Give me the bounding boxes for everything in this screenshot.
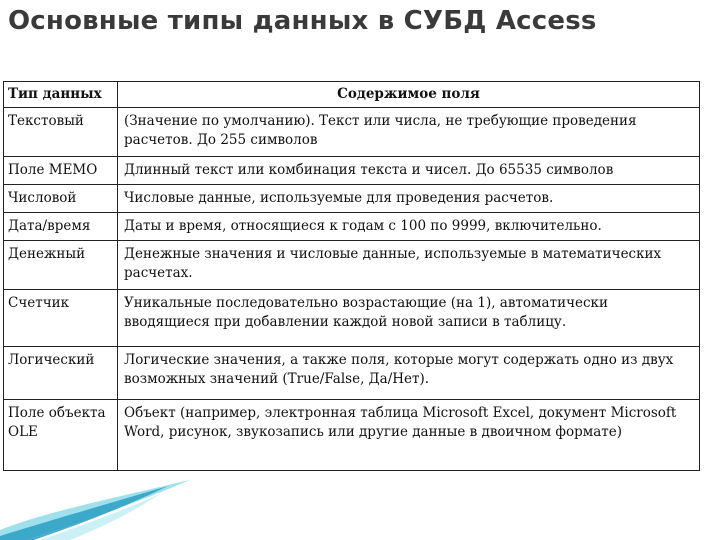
type-cell: Поле МЕМО	[4, 157, 118, 185]
type-cell: Текстовый	[4, 108, 118, 157]
table-row	[4, 157, 700, 185]
table-row	[4, 213, 700, 241]
content-cell: (Значение по умолчанию). Текст или числа, не требующие проведения расчетов. До 255 символов	[118, 108, 700, 157]
content-cell: Денежные значения и числовые данные, используемые в математических расчетах.	[118, 241, 700, 290]
type-cell: Счетчик	[4, 290, 118, 347]
column-header-content: Содержимое поля	[118, 82, 700, 108]
page-title: Основные типы данных в СУБД Access	[8, 6, 597, 36]
type-cell: Поле объекта OLE	[4, 400, 118, 471]
column-header-type: Тип данных	[4, 82, 118, 108]
type-cell: Числовой	[4, 185, 118, 213]
table-header-row	[4, 82, 700, 108]
content-cell: Уникальные последовательно возрастающие (на 1), автоматически вводящиеся при добавлении каждой новой записи в таблицу.	[118, 290, 700, 347]
table-row	[4, 108, 700, 157]
table-row	[4, 185, 700, 213]
content-cell: Длинный текст или комбинация текста и чисел. До 65535 символов	[118, 157, 700, 185]
data-types-table	[3, 81, 700, 471]
type-cell: Логический	[4, 347, 118, 400]
type-cell: Денежный	[4, 241, 118, 290]
swoosh-thin-band	[40, 494, 160, 540]
type-cell: Дата/время	[4, 213, 118, 241]
content-cell: Даты и время, относящиеся к годам с 100 по 9999, включительно.	[118, 213, 700, 241]
content-cell: Числовые данные, используемые для проведения расчетов.	[118, 185, 700, 213]
swoosh-light-band	[0, 480, 190, 540]
table-row	[4, 290, 700, 347]
table-row	[4, 347, 700, 400]
table-row	[4, 241, 700, 290]
content-cell: Объект (например, электронная таблица Microsoft Excel, документ Microsoft Word, рисунок, звукозапись или другие данные в двоичном формате)	[118, 400, 700, 471]
decorative-swoosh	[0, 480, 190, 540]
table-row	[4, 400, 700, 471]
content-cell: Логические значения, а также поля, которые могут содержать одно из двух возможных значений (True/False, Да/Нет).	[118, 347, 700, 400]
swoosh-dark-band	[0, 486, 168, 540]
